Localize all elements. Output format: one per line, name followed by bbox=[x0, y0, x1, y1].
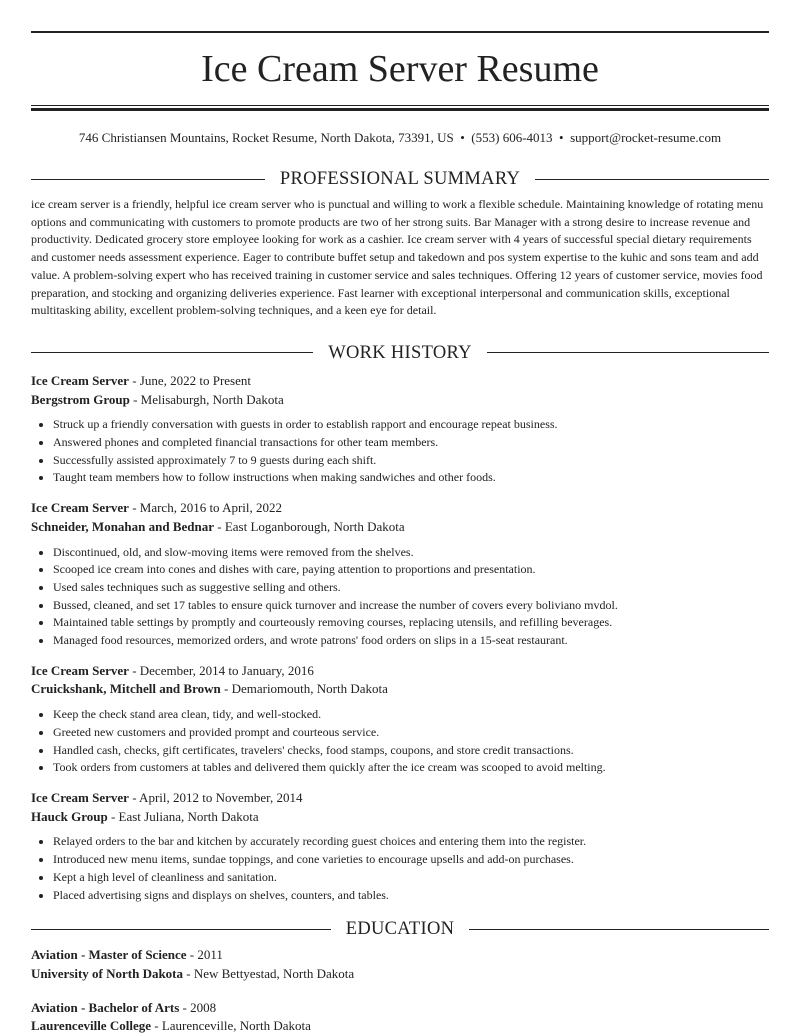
job-bullet: • Greeted new customers and provided prompt and courteous service. bbox=[53, 724, 769, 742]
resume-title: Ice Cream Server Resume bbox=[201, 48, 599, 90]
job-bullet: • Handled cash, checks, gift certificates, travelers' checks, food stamps, coupons, and store credit transactions. bbox=[53, 742, 769, 760]
contact-line bbox=[31, 129, 769, 146]
job-bullet: • Bussed, cleaned, and set 17 tables to ensure quick turnover and increase the number of covers every boliviano mvdol. bbox=[53, 597, 769, 615]
year: - 2011 bbox=[186, 947, 223, 963]
job-bullet: • Introduced new menu items, sundae toppings, and cone varieties to encourage upsells and add-on purchases. bbox=[53, 851, 769, 869]
job-dates: - March, 2016 to April, 2022 bbox=[128, 500, 283, 516]
job-dates: - June, 2022 to Present bbox=[128, 372, 251, 388]
job-title: Ice Cream Server bbox=[31, 789, 129, 805]
job-bullet: • Managed food resources, memorized orders, and wrote patrons' food orders on slips in a 15-seat restaurant. bbox=[53, 632, 769, 650]
degree: Aviation - Master of Science bbox=[31, 947, 187, 963]
school-location: - New Bettyestad, North Dakota bbox=[183, 965, 355, 981]
job-title: Ice Cream Server bbox=[31, 662, 129, 678]
job-bullet: • Scooped ice cream into cones and dishes with care, paying attention to proportions and presentation. bbox=[53, 561, 769, 579]
school-location: - Laurenceville, North Dakota bbox=[150, 1018, 311, 1034]
job-bullet: • Successfully assisted approximately 7 to 9 guests during each shift. bbox=[53, 452, 769, 470]
phone: (553) 606-4013 bbox=[471, 130, 553, 145]
work-history bbox=[31, 372, 769, 904]
company-name: Cruickshank, Mitchell and Brown bbox=[31, 681, 221, 697]
job-bullet: • Took orders from customers at tables and delivered them quickly after the ice cream was scooped to avoid melting. bbox=[53, 759, 769, 777]
job-entry bbox=[31, 662, 769, 699]
section-title: PROFESSIONAL SUMMARY bbox=[279, 169, 521, 189]
school: Laurenceville College bbox=[31, 1018, 151, 1034]
separator: • bbox=[460, 130, 465, 145]
section-header-education bbox=[31, 918, 769, 940]
job-entry bbox=[31, 372, 769, 409]
education-entry bbox=[31, 946, 769, 983]
company-name: Schneider, Monahan and Bednar bbox=[31, 518, 215, 534]
separator: • bbox=[559, 130, 564, 145]
job-bullets bbox=[31, 416, 769, 487]
section-header-summary bbox=[31, 168, 769, 190]
education-entry bbox=[31, 999, 769, 1036]
job-location: - East Loganborough, North Dakota bbox=[214, 518, 405, 534]
job-bullets bbox=[31, 706, 769, 777]
top-rule bbox=[31, 31, 769, 33]
education-list bbox=[31, 946, 769, 1036]
job-bullets bbox=[31, 544, 769, 650]
job-dates: - December, 2014 to January, 2016 bbox=[128, 662, 314, 678]
school: University of North Dakota bbox=[31, 965, 184, 981]
job-bullet: • Taught team members how to follow instructions when making sandwiches and other foods. bbox=[53, 469, 769, 487]
job-bullet: • Relayed orders to the bar and kitchen by accurately recording guest choices and entering them into the register. bbox=[53, 833, 769, 851]
resume-page bbox=[31, 0, 769, 1036]
email: support@rocket-resume.com bbox=[570, 130, 722, 145]
job-entry bbox=[31, 499, 769, 536]
job-location: - Demariomouth, North Dakota bbox=[220, 681, 388, 697]
job-title: Ice Cream Server bbox=[31, 500, 129, 516]
job-bullet: • Answered phones and completed financial transactions for other team members. bbox=[53, 434, 769, 452]
job-bullet: • Maintained table settings by promptly and courteously removing courses, replacing utensils, and refilling beverages. bbox=[53, 614, 769, 632]
job-dates: - April, 2012 to November, 2014 bbox=[128, 789, 303, 805]
job-bullet: • Struck up a friendly conversation with guests in order to establish rapport and encourage repeat business. bbox=[53, 416, 769, 434]
job-location: - East Juliana, North Dakota bbox=[107, 808, 259, 824]
company-name: Bergstrom Group bbox=[31, 391, 130, 407]
summary-text: ice cream server is a friendly, helpful ice cream server who is punctual and willing to work a flexible schedule. Maintaining knowledge of rotating menu options and communicating with customers to promote products are two of her strong suits. Bar Manager with a strong desire to increase revenue and productivity. Dedicated grocery store employee looking for work as a cashier. Ice cream server with 4 years of successful special dietary requirements and customer needs assessment experience. Eager to contribute buffet setup and takedown and pos system expertise to the kuhic and sons team and add value. A problem-solving expert who has received training in customer service and sales techniques. Offering 12 years of customer service, movies food preparation, and stocking and organizing deliveries experience. Fast learner with exceptional interpersonal and communication skills, exceptional multitasking ability, excellent problem-solving techniques, and a keen eye for detail. bbox=[31, 197, 764, 318]
degree: Aviation - Bachelor of Arts bbox=[31, 999, 180, 1015]
company-name: Hauck Group bbox=[31, 808, 108, 824]
section-title: EDUCATION bbox=[345, 919, 455, 940]
job-location: - Melisaburgh, North Dakota bbox=[129, 391, 284, 407]
job-bullet: • Placed advertising signs and displays on shelves, counters, and tables. bbox=[53, 887, 769, 905]
job-bullet: • Keep the check stand area clean, tidy, and well-stocked. bbox=[53, 706, 769, 724]
section-header-work bbox=[31, 342, 769, 364]
address: 746 Christiansen Mountains, Rocket Resume, North Dakota, 73391, US bbox=[78, 130, 454, 145]
job-title: Ice Cream Server bbox=[31, 372, 129, 388]
double-rule bbox=[31, 105, 769, 111]
job-bullets bbox=[31, 833, 769, 904]
job-entry bbox=[31, 789, 769, 826]
section-title: WORK HISTORY bbox=[328, 342, 472, 363]
job-bullet: • Used sales techniques such as suggestive selling and others. bbox=[53, 579, 769, 597]
year: - 2008 bbox=[179, 999, 217, 1015]
job-bullet: • Kept a high level of cleanliness and sanitation. bbox=[53, 869, 769, 887]
job-bullet: • Discontinued, old, and slow-moving items were removed from the shelves. bbox=[53, 544, 769, 562]
